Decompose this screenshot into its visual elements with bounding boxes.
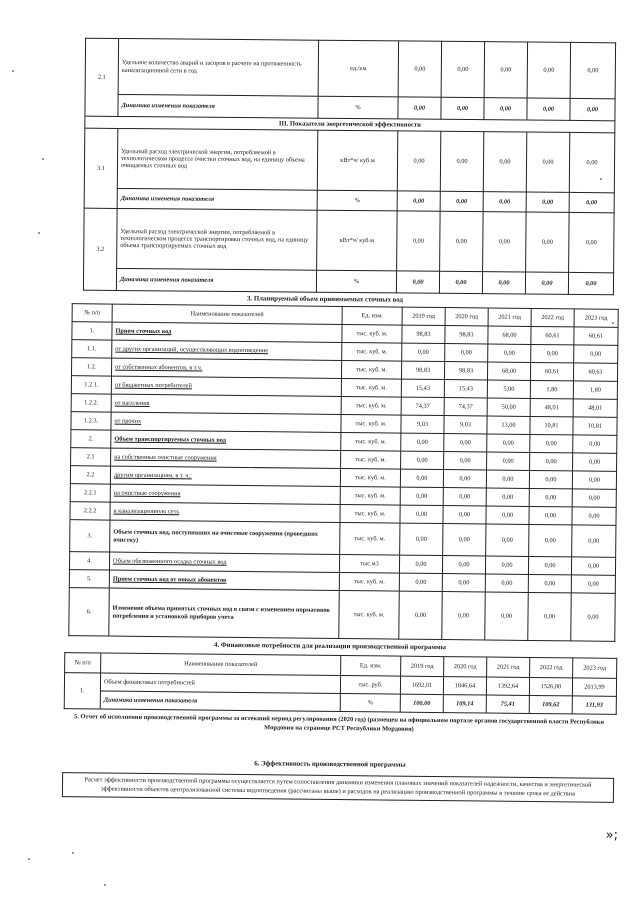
value-cell: 0,00 [573,435,617,453]
value-cell: 0,00 [486,524,529,556]
row-number: 6. [69,588,110,636]
value-cell: 48,01 [530,398,573,416]
unit-cell: тыс. куб. м. [339,590,399,639]
value-cell: 0,00 [529,488,572,506]
value-cell: 0,00 [443,506,486,524]
value-cell: 60,61 [531,326,574,344]
header-name: Наименование показателей [101,653,341,676]
unit-cell: тыс. куб. м. [342,324,402,343]
value-cell: 0,00 [484,42,527,98]
value-cell: 98,83 [444,362,487,380]
value-cell: 0,00 [569,212,615,272]
unit-cell: кВт*ч/ куб.м [317,210,398,271]
value-cell: 75,41 [486,695,529,713]
unit-cell: % [317,190,397,211]
value-cell: 68,00 [488,326,531,344]
indicator-name: от населения [111,394,341,414]
value-cell: 0,00 [396,271,439,293]
indicator-name: от собственных абонентов, в т.ч. [111,358,341,378]
unit-cell: тыс. куб. м. [340,486,400,505]
row-number: 1. [72,322,112,340]
value-cell: 0,00 [525,272,568,294]
value-cell: 0,00 [570,42,615,98]
value-cell: 0,00 [397,191,440,211]
indicator-name: Объем сточных вод, поступивших на очистные сооружения (проведших очистку) [110,520,340,554]
value-cell: 0,00 [486,488,529,506]
value-cell: 60,61 [574,327,618,345]
value-cell: 0,00 [486,506,529,524]
value-cell: 0,00 [399,573,442,591]
row-number: 3. [70,520,110,552]
row-number: 2.1 [85,38,119,116]
value-cell: 0,00 [570,98,615,120]
row-number: 1.2.3. [71,412,111,430]
value-cell: 0,00 [440,131,484,191]
value-cell: 0,00 [488,344,531,362]
value-cell: 0,00 [527,42,570,98]
value-cell: 0,00 [440,191,483,211]
value-cell: 0,00 [487,452,530,470]
indicator-name: от других организаций, осуществляющих водоотведение [112,340,342,360]
indicator-name: Удельный расход электрической энергии, потребляемой в технологическом процессе очистки сточных вод, на единицу объема очищаемых сточных вод [117,128,318,190]
value-cell: 10,81 [573,417,617,435]
value-cell: 0,00 [401,451,444,469]
value-cell: 0,00 [399,555,442,573]
value-cell: 9,03 [401,415,444,433]
section-3-title: 3. Планируемый объем принимаемых сточных вод [247,295,403,304]
value-cell: 10,81 [530,416,573,434]
row-number: 3.2 [83,208,117,290]
unit-cell: тыс. руб. [340,676,400,695]
volume-table-body [69,322,618,642]
header-year: 2021 год [487,657,530,677]
value-cell: 0,00 [530,434,573,452]
value-cell: 0,00 [526,212,570,272]
value-cell: 0,00 [400,523,443,555]
table-row [69,588,615,642]
value-cell: 1392,64 [486,677,529,695]
value-cell: 5,00 [487,380,530,398]
header-year: 2023 год [574,309,618,327]
header-year: 2020 год [444,657,487,677]
value-cell: 0,00 [573,453,617,471]
value-cell: 48,01 [573,399,617,417]
table-row [84,208,615,273]
dynamics-label: Динамика изменения показателя [100,691,340,712]
table-row [85,38,615,99]
value-cell: 109,62 [529,695,572,713]
unit-cell: тыс. куб. м. [339,572,399,591]
indicator-name: Объем финансовых потребностей [100,673,340,694]
value-cell: 0,00 [572,471,616,489]
value-cell: 0,00 [397,211,441,271]
value-cell: 0,00 [486,470,529,488]
indicator-name: Прием сточных вод [112,322,342,342]
row-number: 4. [69,552,109,570]
value-cell: 0,00 [530,452,573,470]
unit-cell: тыс. куб. м. [341,432,401,451]
value-cell: 0,00 [443,470,486,488]
unit-cell: ед./км [318,40,398,97]
value-cell: 0,00 [402,343,445,361]
header-year: 2023 год [573,658,617,678]
indicator-name: Прием сточных вод от новых абонентов [109,570,339,590]
value-cell: 98,83 [445,326,488,344]
value-cell: 9,03 [444,416,487,434]
value-cell: 15,43 [401,379,444,397]
indicator-name: Изменение объема принятых сточных вод в связи с изменением нормативов потребления и установкой приборов учета [109,588,339,638]
unit-cell: тыс. куб. м. [340,504,400,523]
header-year: 2022 год [530,657,573,677]
unit-cell: тыс. куб. м. [341,378,401,397]
unit-cell: % [340,693,400,712]
row-number: 5. [69,570,109,588]
indicator-name: от бюджетных потребителей [111,376,341,396]
header-unit: Ед. изм. [341,656,401,677]
value-cell: 0,00 [483,212,527,272]
scan-speck [12,70,14,72]
volume-table [68,303,618,642]
value-cell: 74,37 [401,397,444,415]
value-cell: 0,00 [398,97,441,119]
value-cell: 0,00 [482,272,525,294]
value-cell: 0,00 [571,593,616,641]
value-cell: 60,61 [573,363,617,381]
indicator-name: от прочих [111,412,341,432]
value-cell: 0,00 [487,434,530,452]
row-number: 3.1 [84,128,118,208]
section-6-title: 6. Эффективность производственной программы [254,760,406,769]
unit-cell: тыс. куб. м. [340,522,400,555]
unit-cell: тыс. куб. м. [341,360,401,379]
value-cell: 0,00 [529,470,572,488]
row-number: 1.2. [71,358,111,376]
indicator-name: Объем транспортируемых сточных вод [111,430,341,450]
value-cell: 0,00 [574,345,618,363]
indicator-name: Объем обезвоженного осадка сточных вод [109,552,339,572]
value-cell: 1,80 [573,381,617,399]
value-cell: 0,00 [397,131,441,191]
row-number: 2. [71,430,111,448]
value-cell: 0,00 [485,574,528,592]
header-year: 2020 год [445,308,488,326]
unit-cell: тыс.м3 [339,554,399,573]
value-cell: 0,00 [526,132,570,192]
value-cell: 0,00 [568,272,613,294]
value-cell: 0,00 [527,98,570,120]
row-number: 2.2.2 [70,502,110,520]
value-cell: 0,00 [443,488,486,506]
value-cell: 98,83 [401,361,444,379]
value-cell: 100,00 [400,694,443,712]
table-row [84,128,615,193]
header-year: 2021 год [488,308,531,326]
unit-cell: тыс. куб. м. [341,414,401,433]
scan-speck [72,852,74,854]
value-cell: 0,00 [443,524,486,556]
table-row [83,268,613,295]
section-5-text: 5. Отчет об исполнении производственной программы за истекший период регулирования (2020 год) (размещен на официальном портале органов государственной власти Республики Мордовия на странице РСТ Республики Мордовия) [73,713,605,733]
row-number: 2.2.1 [70,484,110,502]
value-cell: 0,00 [572,525,616,557]
value-cell: 0,00 [444,434,487,452]
indicator-name: на очистные сооружения [110,484,340,504]
scan-speck [38,232,40,234]
unit-cell: % [318,96,398,119]
value-cell: 0,00 [442,574,485,592]
header-year: 2022 год [531,308,574,326]
value-cell: 0,00 [485,556,528,574]
value-cell: 0,00 [440,211,484,271]
indicator-name: в канализационную сеть [110,502,340,522]
row-number: 1. [64,673,100,709]
header-num: № п/п [72,304,112,322]
value-cell: 0,00 [400,487,443,505]
unit-cell: % [316,270,396,293]
indicator-name: на собственные очистные сооружения [111,448,341,468]
value-cell: 0,00 [571,575,615,593]
value-cell: 50,00 [487,398,530,416]
value-cell: 0,00 [441,97,484,119]
value-cell: 0,00 [531,344,574,362]
value-cell: 0,00 [484,98,527,120]
value-cell: 0,00 [526,192,569,212]
row-number: 1.2.2. [71,394,111,412]
scan-speck [42,158,44,160]
indicator-name: Удельный расход электрической энергии, потребляемой в технологическом процессе транспортировки сточных вод, на единицу объема транспортируемых сточных вод [117,208,318,270]
scan-speck [612,322,614,324]
indicators-table [83,38,616,296]
value-cell: 1692,01 [400,676,443,694]
header-year: 2019 год [402,307,445,325]
unit-cell: тыс. куб. м. [340,468,400,487]
value-cell: 0,00 [401,433,444,451]
value-cell: 0,00 [569,192,614,212]
row-number: 1.1. [72,340,112,358]
value-cell: 15,43 [444,380,487,398]
dynamics-label: Динамика изменения показателя [118,94,318,118]
header-name: Наименование показателей [112,304,342,324]
section-6-text: Расчет эффективности производственной программы осуществляется путем сопоставления динамики изменения плановых значений показателей надежности, качества и энергетической эффективности объектов централизованной системы водоотведения (рассчитаны выше) и расходов на реализацию производственной программы в течение срока ее действия [62,772,614,803]
scan-speck [104,884,106,886]
value-cell: 1,80 [530,380,573,398]
value-cell: 0,00 [483,132,527,192]
value-cell: 1526,00 [529,677,572,695]
value-cell: 0,00 [445,344,488,362]
value-cell: 74,37 [444,398,487,416]
value-cell: 13,00 [487,416,530,434]
value-cell: 0,00 [442,556,485,574]
value-cell: 98,83 [402,325,445,343]
value-cell: 0,00 [439,271,482,293]
value-cell: 0,00 [528,556,571,574]
unit-cell: тыс. куб. м. [341,396,401,415]
value-cell: 0,00 [529,524,572,556]
row-number: 2.2 [70,466,110,484]
value-cell: 0,00 [483,192,526,212]
value-cell: 131,93 [572,696,616,714]
value-cell: 0,00 [528,592,572,640]
value-cell: 1846,64 [443,677,486,695]
header-year: 2019 год [401,656,444,676]
page-mark: »; [605,828,618,843]
dynamics-label: Динамика изменения показателя [117,188,317,210]
value-cell: 0,00 [572,507,616,525]
value-cell: 0,00 [572,489,616,507]
value-cell: 60,61 [530,362,573,380]
indicator-name: другим организациям, в т. ч.: [110,466,340,486]
value-cell: 109,14 [443,695,486,713]
row-number: 2.1 [71,448,111,466]
unit-cell: кВт*ч/ куб.м [317,130,398,191]
value-cell: 0,00 [529,506,572,524]
value-cell: 0,00 [400,505,443,523]
value-cell: 0,00 [399,591,443,639]
value-cell: 0,00 [528,574,571,592]
value-cell: 2013,99 [572,678,616,696]
scan-speck [600,178,602,180]
section-4-title: 4. Финансовые потребности для реализации производственной программы [214,641,446,652]
value-cell: 0,00 [569,132,615,192]
header-num: № п/п [65,653,101,673]
indicator-name: Удельное количество аварий и засоров в расчете на протяженность канализационной сети в год [118,38,318,96]
value-cell: 0,00 [400,469,443,487]
value-cell: 0,00 [398,41,441,97]
row-number: 1.2.1. [71,376,111,394]
value-cell: 0,00 [571,557,615,575]
unit-cell: тыс. куб. м. [341,450,401,469]
finance-table [64,652,618,715]
section-header: III. Показатели энергетической эффективности [85,116,615,133]
scan-speck [28,858,30,860]
value-cell: 0,00 [485,592,529,640]
value-cell: 0,00 [442,592,486,640]
value-cell: 68,00 [487,362,530,380]
dynamics-label: Динамика изменения показателя [116,268,316,292]
header-unit: Ед. изм. [342,306,402,325]
value-cell: 0,00 [444,452,487,470]
unit-cell: тыс. куб. м. [342,342,402,361]
value-cell: 0,00 [441,41,484,97]
